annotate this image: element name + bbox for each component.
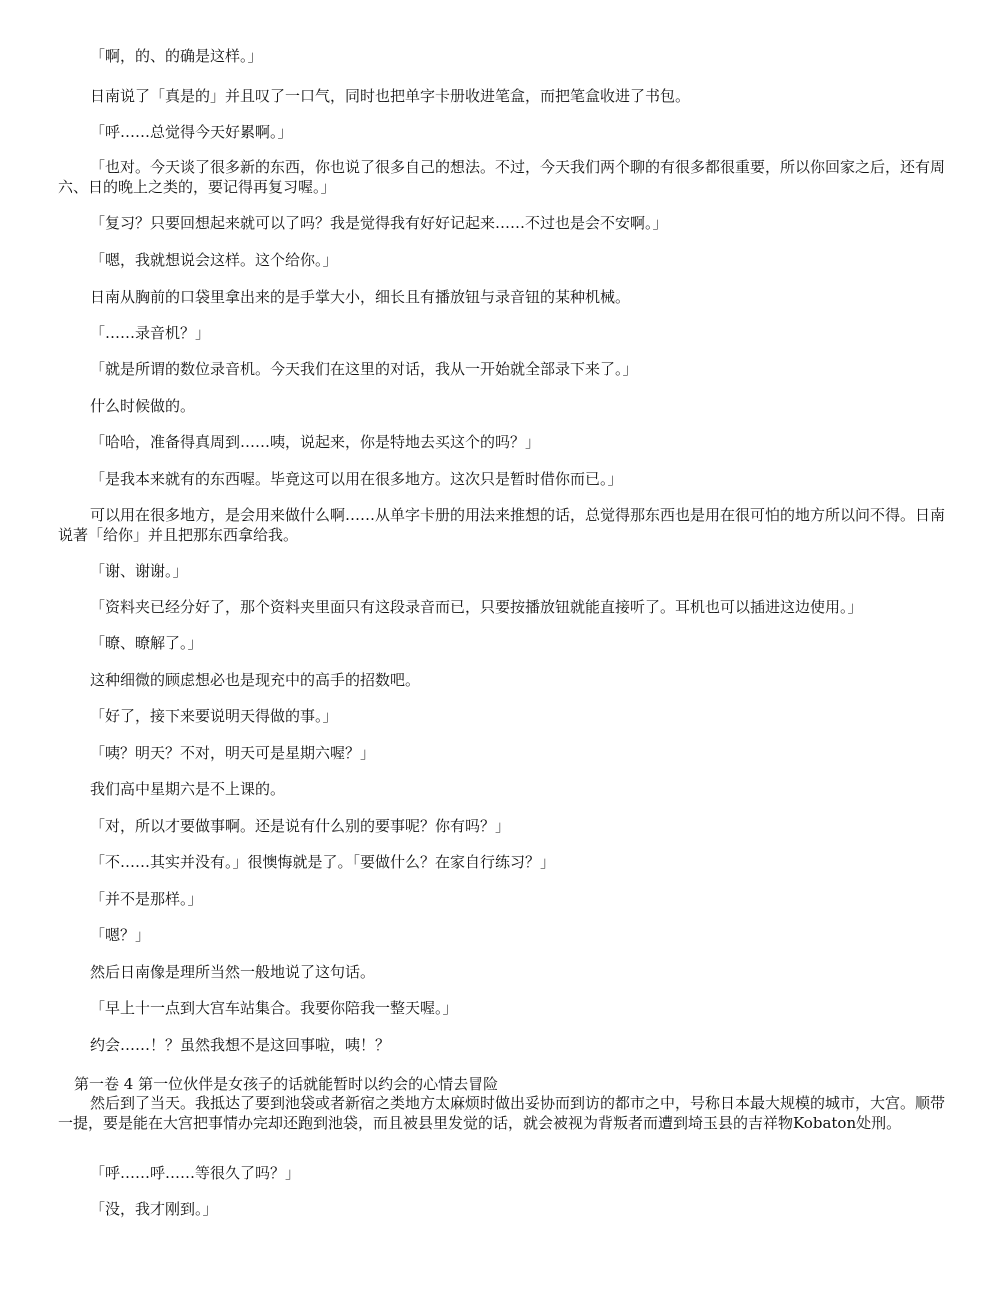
paragraph: 「谢、谢谢。」 xyxy=(90,562,188,580)
paragraph: 「资料夹已经分好了，那个资料夹里面只有这段录音而已，只要按播放钮就能直接听了。耳机也可以插进这边使用。」 xyxy=(90,598,863,616)
paragraph: 「暸、暸解了。」 xyxy=(90,634,203,652)
paragraph: 然后日南像是理所当然一般地说了这句话。 xyxy=(90,963,376,981)
paragraph: 「嗯，我就想说会这样。这个给你。」 xyxy=(90,251,338,269)
paragraph: 「不……其实并没有。」很懊悔就是了。「要做什么？在家自行练习？」 xyxy=(90,853,556,871)
paragraph: 「也对。今天谈了很多新的东西，你也说了很多自己的想法。不过，今天我们两个聊的有很多都很重要，所以你回家之后，还有周六、日的晚上之类的，要记得再复习喔。」 xyxy=(58,158,946,196)
paragraph: 「呼……总觉得今天好累啊。」 xyxy=(90,123,293,141)
paragraph: 「没，我才刚到。」 xyxy=(90,1200,218,1218)
paragraph: 「呼……呼……等很久了吗？」 xyxy=(90,1164,301,1182)
paragraph: 「嗯？」 xyxy=(90,926,151,944)
paragraph: 「……录音机？」 xyxy=(90,324,211,342)
paragraph: 「就是所谓的数位录音机。今天我们在这里的对话，我从一开始就全部录下来了。」 xyxy=(90,360,638,378)
chapter-heading: 第一卷 4 第一位伙伴是女孩子的话就能暂时以约会的心情去冒险 xyxy=(74,1075,499,1093)
paragraph: 日南从胸前的口袋里拿出来的是手掌大小，细长且有播放钮与录音钮的某种机械。 xyxy=(90,288,631,306)
paragraph: 「对，所以才要做事啊。还是说有什么别的要事呢？你有吗？」 xyxy=(90,817,511,835)
paragraph: 「咦？明天？不对，明天可是星期六喔？」 xyxy=(90,744,376,762)
paragraph: 「早上十一点到大宫车站集合。我要你陪我一整天喔。」 xyxy=(90,999,458,1017)
paragraph: 「哈哈，准备得真周到……咦，说起来，你是特地去买这个的吗？」 xyxy=(90,433,541,451)
paragraph: 约会……！？虽然我想不是这回事啦，咦！？ xyxy=(90,1036,391,1054)
paragraph: 可以用在很多地方，是会用来做什么啊……从单字卡册的用法来推想的话，总觉得那东西也是用在很可怕的地方所以问不得。日南说著「给你」并且把那东西拿给我。 xyxy=(58,506,946,544)
paragraph: 这种细微的顾虑想必也是现充中的高手的招数吧。 xyxy=(90,671,421,689)
paragraph: 我们高中星期六是不上课的。 xyxy=(90,780,286,798)
paragraph: 然后到了当天。我抵达了要到池袋或者新宿之类地方太麻烦时做出妥协而到访的都市之中，号称日本最大规模的城市，大宫。顺带一提，要是能在大宫把事情办完却还跑到池袋，而且被县里发觉的话，就会被视为背叛者而遭到埼玉县的吉祥物Kobaton处刑。 xyxy=(58,1094,946,1132)
paragraph: 「好了，接下来要说明天得做的事。」 xyxy=(90,707,338,725)
paragraph: 「复习？只要回想起来就可以了吗？我是觉得我有好好记起来……不过也是会不安啊。」 xyxy=(90,214,668,232)
paragraph: 「是我本来就有的东西喔。毕竟这可以用在很多地方。这次只是暂时借你而已。」 xyxy=(90,470,623,488)
paragraph: 「啊，的、的确是这样。」 xyxy=(90,47,263,65)
paragraph: 什么时候做的。 xyxy=(90,397,196,415)
paragraph: 「并不是那样。」 xyxy=(90,890,203,908)
paragraph: 日南说了「真是的」并且叹了一口气，同时也把单字卡册收进笔盒，而把笔盒收进了书包。 xyxy=(90,87,691,105)
